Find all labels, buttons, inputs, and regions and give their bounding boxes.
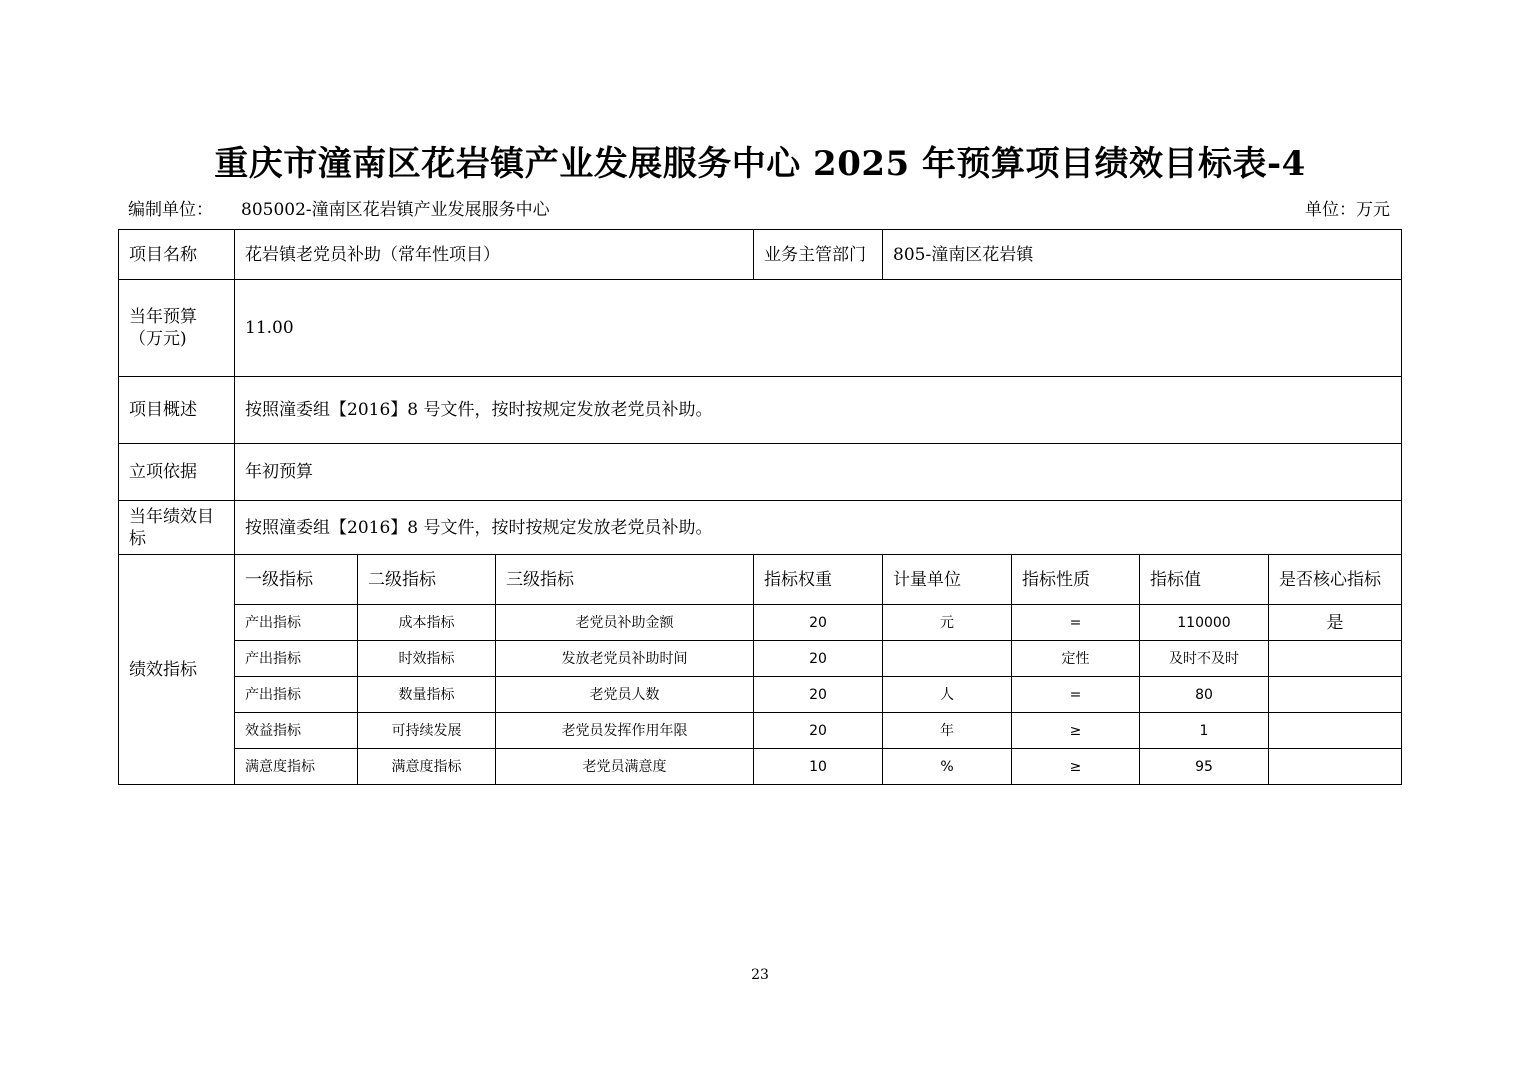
indicator-value: 及时不及时	[1140, 641, 1269, 677]
indicator-value: 95	[1140, 749, 1269, 785]
indicators-label: 绩效指标	[119, 555, 235, 785]
project-name-value: 花岩镇老党员补助（常年性项目）	[235, 230, 754, 280]
indicator-level1: 满意度指标	[235, 749, 358, 785]
indicator-value: 110000	[1140, 605, 1269, 641]
indicator-row	[119, 677, 1402, 713]
indicator-level1: 产出指标	[235, 641, 358, 677]
indicator-level2: 成本指标	[358, 605, 496, 641]
indicator-core: 是	[1269, 605, 1402, 641]
indicator-unit: 元	[883, 605, 1012, 641]
indicator-header-row	[119, 555, 1402, 605]
indicator-level1: 产出指标	[235, 677, 358, 713]
basis-value: 年初预算	[235, 444, 1402, 501]
compiling-unit	[128, 195, 550, 220]
indicator-weight: 20	[754, 641, 883, 677]
overview-row	[119, 377, 1402, 444]
currency-unit: 单位：万元	[1305, 200, 1390, 220]
indicator-level2: 数量指标	[358, 677, 496, 713]
header-weight: 指标权重	[754, 555, 883, 605]
indicator-level2: 满意度指标	[358, 749, 496, 785]
indicator-weight: 20	[754, 677, 883, 713]
indicator-value: 80	[1140, 677, 1269, 713]
indicator-unit: 年	[883, 713, 1012, 749]
indicator-nature: =	[1012, 677, 1140, 713]
indicator-row	[119, 641, 1402, 677]
basis-label: 立项依据	[119, 444, 235, 501]
budget-label: 当年预算（万元)	[119, 280, 235, 377]
page-number: 23	[751, 967, 769, 983]
header-nature: 指标性质	[1012, 555, 1140, 605]
indicator-row	[119, 749, 1402, 785]
indicator-level2: 时效指标	[358, 641, 496, 677]
compiling-unit-label: 编制单位：	[128, 200, 213, 220]
header-value: 指标值	[1140, 555, 1269, 605]
basis-row	[119, 444, 1402, 501]
overview-label: 项目概述	[119, 377, 235, 444]
indicator-core	[1269, 749, 1402, 785]
overview-value: 按照潼委组【2016】8 号文件，按时按规定发放老党员补助。	[235, 377, 1402, 444]
indicator-level3: 发放老党员补助时间	[496, 641, 754, 677]
goal-row	[119, 501, 1402, 555]
indicator-level3: 老党员满意度	[496, 749, 754, 785]
budget-value: 11.00	[235, 280, 1402, 377]
header-core: 是否核心指标	[1269, 555, 1402, 605]
indicator-unit: 人	[883, 677, 1012, 713]
indicator-value: 1	[1140, 713, 1269, 749]
indicator-nature: ≥	[1012, 749, 1140, 785]
header-level3: 三级指标	[496, 555, 754, 605]
indicator-level1: 效益指标	[235, 713, 358, 749]
compiling-unit-value: 805002-潼南区花岩镇产业发展服务中心	[241, 200, 550, 220]
indicator-nature: ≥	[1012, 713, 1140, 749]
dept-value: 805-潼南区花岩镇	[883, 230, 1402, 280]
page-title: 重庆市潼南区花岩镇产业发展服务中心 2025 年预算项目绩效目标表-4	[214, 144, 1306, 184]
indicator-row	[119, 605, 1402, 641]
indicator-nature: 定性	[1012, 641, 1140, 677]
indicator-core	[1269, 713, 1402, 749]
header-unit: 计量单位	[883, 555, 1012, 605]
indicator-level3: 老党员补助金额	[496, 605, 754, 641]
dept-label: 业务主管部门	[754, 230, 883, 280]
budget-row	[119, 280, 1402, 377]
header-level2: 二级指标	[358, 555, 496, 605]
indicator-nature: =	[1012, 605, 1140, 641]
project-name-label: 项目名称	[119, 230, 235, 280]
indicator-unit: %	[883, 749, 1012, 785]
indicator-unit	[883, 641, 1012, 677]
indicator-level3: 老党员人数	[496, 677, 754, 713]
indicator-core	[1269, 677, 1402, 713]
indicator-weight: 20	[754, 713, 883, 749]
indicator-level2: 可持续发展	[358, 713, 496, 749]
indicator-row	[119, 713, 1402, 749]
indicator-level1: 产出指标	[235, 605, 358, 641]
project-name-row	[119, 230, 1402, 280]
header-level1: 一级指标	[235, 555, 358, 605]
indicator-weight: 10	[754, 749, 883, 785]
goal-label: 当年绩效目标	[119, 501, 235, 555]
performance-table	[118, 229, 1402, 785]
goal-value: 按照潼委组【2016】8 号文件，按时按规定发放老党员补助。	[235, 501, 1402, 555]
indicator-core	[1269, 641, 1402, 677]
indicator-level3: 老党员发挥作用年限	[496, 713, 754, 749]
indicator-weight: 20	[754, 605, 883, 641]
